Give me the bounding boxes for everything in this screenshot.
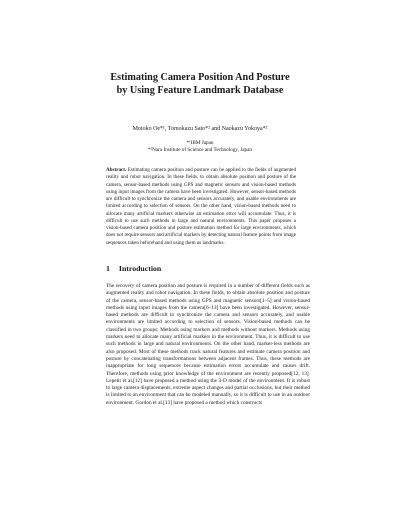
section-number: 1: [106, 264, 110, 273]
section-heading-introduction: [106, 264, 161, 274]
abstract: [106, 167, 296, 247]
affiliation-block: [40, 140, 360, 154]
abstract-label: Abstract.: [106, 167, 127, 173]
title-line-1: Estimating Camera Position And Posture: [110, 72, 290, 83]
section-title: Introduction: [118, 264, 162, 273]
paper-title: [40, 71, 360, 97]
affiliation-ibm: *¹IBM Japan: [186, 140, 214, 146]
affiliation-naist: *²Nara Institute of Science and Technology, Japan: [147, 147, 253, 153]
abstract-text: Estimating camera position and posture can be applied to the fields of augmented reality and robot navigation. In these fields, to obtain absolute position and posture of the camera, sensor-based methods using GPS and magnetic sensors and vision-based methods using input images from the camera have been investigated. However, sensor-based methods are difficult to synchronize the camera and sensors accurately, and usable environments are limited according to selection of sensors. On the other hand, vision-based methods need to allocate many artificial markers otherwise an estimation error will accumulate. Thus, it is difficult to use such methods in large and natural environments. This paper proposes a vision-based camera position and posture estimation method for large environments, which does not require sensors and artificial markers by detecting natural feature points from image sequences taken beforehand and using them as landmarks.: [106, 167, 296, 246]
introduction-paragraph: The recovery of camera position and posture is required in a number of different fields such as augmented reality and robot navigation. In these fields, to obtain absolute position and posture of the camera, sensor-based methods using GPS and magnetic sensors[1–5] and vision-based methods using input images from the camera[6–13] have been investigated. However, sensor-based methods are difficult to synchronize the camera and sensors accurately, and usable environments are limited according to selection of sensors. Vision-based methods can be classified in two groups: Methods using markers and methods without markers. Methods using markers need to allocate many artificial markers in the environment. Thus, it is difficult to use such methods in large and natural environments. On the other hand, marker-less methods are also proposed. Most of these methods track natural features and estimate camera position and posture by concatenating transformations between adjacent frames. Thus, these methods are inappropriate for long sequences because estimation errors accumulate and causes drift. Therefore, methods using prior knowledge of the environment are recently proposed[12, 13]. Lepetit et al.[12] have proposed a method using the 3-D model of the environment. It is robust to large camera displacements, extreme aspect changes and partial occlusions, but their method is limited to an environment that can be modeled manually, so it is difficult to use in an outdoor environment. Gordon et al.[13] have proposed a method which constructs: [106, 283, 310, 406]
title-line-2: by Using Feature Landmark Database: [116, 85, 284, 96]
author-list: Motoko Oe*¹, Tomokazu Sato*² and Naokazu Yokoya*²: [132, 126, 268, 132]
